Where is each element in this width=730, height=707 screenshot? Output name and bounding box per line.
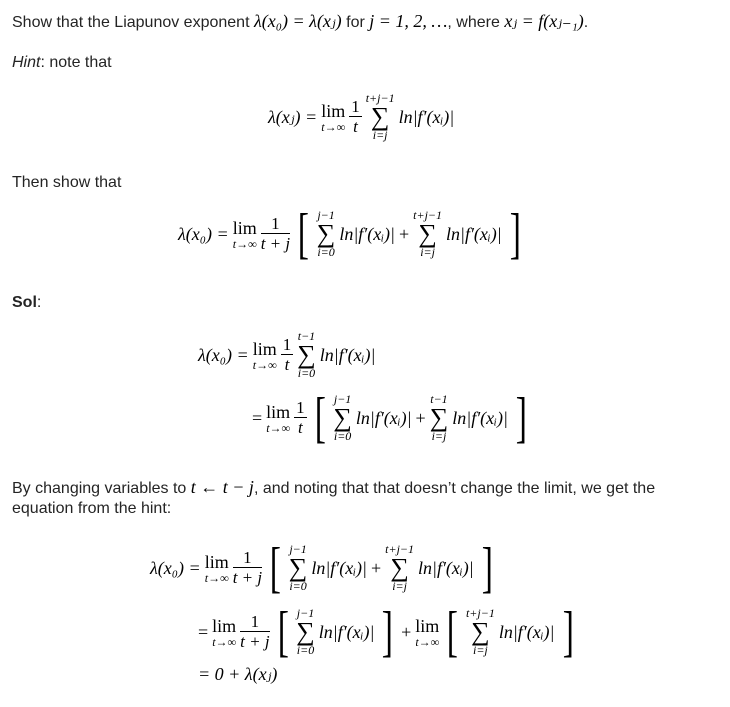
sigma-icon: ∑: [297, 340, 316, 369]
limit: [415, 616, 439, 648]
plus: +: [371, 557, 382, 578]
plus: +: [399, 223, 410, 244]
final-equation-2: [198, 601, 577, 663]
summation: [296, 607, 315, 657]
lim-op: lim: [232, 218, 257, 238]
summation: [466, 607, 495, 657]
left-bracket: [: [314, 387, 326, 449]
lim-op: lim: [204, 552, 229, 572]
lim-sub: t→∞: [232, 237, 257, 251]
change-vars-line-1: [12, 476, 655, 500]
hint-line: [12, 52, 112, 74]
plus: +: [415, 407, 426, 428]
problem-end: .: [583, 14, 589, 31]
plus: +: [401, 621, 412, 642]
frac-num: 1: [233, 549, 262, 568]
hint-text: : note that: [40, 54, 112, 71]
ln-term: ln|f′(xᵢ)|: [355, 407, 412, 428]
lim-sub: t→∞: [415, 635, 440, 649]
sigma-icon: ∑: [418, 219, 437, 248]
sum-upper: j−1: [333, 392, 352, 406]
limit: [212, 616, 236, 648]
lim-op: lim: [266, 402, 291, 422]
sum-lower: i=0: [296, 643, 315, 657]
sigma-icon: ∑: [333, 403, 352, 432]
fraction: [349, 98, 362, 137]
lim-sub: t→∞: [204, 571, 229, 585]
frac-den: t + j: [260, 233, 291, 253]
ln-term: ln|f′(xᵢ)|: [311, 557, 367, 578]
sol-equation-1: [198, 330, 375, 380]
problem-definition: xⱼ = f(xⱼ₋₁): [504, 11, 584, 31]
sum-lower: i=0: [297, 366, 316, 380]
sum-lower: i=j: [420, 245, 435, 259]
frac-den: t + j: [232, 567, 263, 587]
equals: =: [198, 621, 209, 642]
target-equation: [178, 203, 524, 265]
ln-term: ln|f′(xᵢ)|: [398, 106, 455, 127]
lim-op: lim: [321, 101, 346, 121]
summation: [289, 543, 308, 593]
sigma-icon: ∑: [316, 219, 336, 248]
sigma-icon: ∑: [296, 617, 315, 646]
ln-term: ln|f′(xᵢ)|: [452, 407, 508, 428]
ln-term: ln|f′(xᵢ)|: [319, 344, 376, 365]
sum-upper: t−1: [297, 329, 316, 343]
sigma-icon: ∑: [288, 553, 308, 582]
limit: [233, 218, 257, 250]
ln-term: ln|f′(xᵢ)|: [318, 621, 375, 642]
hint-equation: [268, 92, 454, 142]
frac-num: 1: [351, 96, 360, 116]
limit: [253, 339, 277, 371]
frac-num: 1: [240, 613, 269, 632]
lambda-xj: λ(xⱼ) =: [268, 106, 318, 127]
problem-mid: for: [341, 14, 370, 31]
sol-line: [12, 292, 41, 314]
lim-op: lim: [252, 339, 277, 359]
frac-num: 1: [296, 397, 305, 417]
change-vars-line-2: equation from the hint:: [12, 500, 172, 517]
left-bracket: [: [277, 601, 289, 663]
final-equation-1: [150, 537, 496, 599]
left-bracket: [: [447, 601, 459, 663]
final-result: = 0 + λ(xⱼ): [198, 664, 278, 684]
problem-sep: , where: [447, 14, 505, 31]
sum-lower: i=0: [317, 245, 335, 259]
limit: [205, 552, 229, 584]
limit: [321, 101, 345, 133]
lambda-x0: λ(x₀) =: [150, 557, 201, 578]
right-bracket: ]: [509, 203, 521, 265]
ln-term: ln|f′(xᵢ)|: [498, 621, 555, 642]
fraction: [261, 215, 290, 254]
ln-term: ln|f′(xᵢ)|: [446, 223, 502, 244]
sum-upper: j−1: [317, 208, 335, 222]
ln-term: ln|f′(xᵢ)|: [339, 223, 395, 244]
sum-upper: j−1: [289, 542, 307, 556]
summation: [430, 393, 449, 443]
problem-range: j = 1, 2, …: [369, 11, 448, 31]
sigma-icon: ∑: [471, 617, 490, 646]
sum-upper: t+j−1: [413, 208, 443, 222]
right-bracket: ]: [481, 537, 493, 599]
sigma-icon: ∑: [370, 102, 390, 131]
right-bracket: ]: [382, 601, 394, 663]
sum-lower: i=0: [333, 429, 352, 443]
lim-sub: t→∞: [321, 120, 346, 134]
fraction: [233, 549, 262, 588]
left-bracket: [: [269, 537, 282, 599]
sum-lower: i=j: [473, 643, 488, 657]
summation: [297, 330, 316, 380]
sol-equation-2: [252, 387, 531, 449]
sum-upper: t+j−1: [365, 91, 395, 105]
sigma-icon: ∑: [429, 403, 449, 432]
then-line: Then show that: [12, 174, 122, 191]
problem-prefix: Show that the Liapunov exponent: [12, 14, 254, 31]
frac-num: 1: [261, 215, 290, 234]
right-bracket: ]: [562, 601, 574, 663]
summation: [413, 209, 442, 259]
lim-op: lim: [415, 616, 440, 636]
sum-upper: j−1: [296, 606, 315, 620]
summation: [366, 92, 395, 142]
equals: =: [252, 407, 263, 428]
frac-den: t + j: [240, 631, 270, 651]
lim-sub: t→∞: [266, 421, 291, 435]
summation: [385, 543, 414, 593]
fraction: [294, 399, 307, 438]
frac-den: t: [298, 417, 303, 437]
sum-lower: i=j: [372, 128, 388, 142]
summation: [317, 209, 336, 259]
hint-label: Hint: [12, 54, 41, 71]
sol-label: Sol: [12, 294, 37, 311]
frac-num: 1: [282, 334, 292, 354]
sum-upper: t+j−1: [385, 542, 415, 556]
change-text-1: By changing variables to: [12, 480, 191, 497]
lambda-x0: λ(x₀) =: [198, 344, 249, 365]
lim-op: lim: [212, 616, 237, 636]
sum-lower: i=j: [392, 579, 407, 593]
sum-upper: t−1: [430, 392, 448, 406]
limit: [266, 402, 290, 434]
frac-den: t: [284, 354, 290, 374]
sum-lower: i=0: [289, 579, 307, 593]
lim-sub: t→∞: [212, 635, 237, 649]
change-math: t ← t − j: [190, 477, 254, 497]
ln-term: ln|f′(xᵢ)|: [418, 557, 474, 578]
sum-lower: i=j: [431, 429, 447, 443]
summation: [333, 393, 352, 443]
change-text-2: , and noting that that doesn’t change the limit, we get the: [253, 480, 656, 497]
fraction: [281, 336, 294, 375]
sum-upper: t+j−1: [465, 606, 495, 620]
frac-den: t: [353, 116, 358, 136]
problem-statement: [12, 10, 588, 34]
fraction: [240, 613, 269, 652]
problem-equation: λ(x₀) = λ(xⱼ): [253, 11, 342, 31]
right-bracket: ]: [515, 387, 527, 449]
lambda-x0: λ(x₀) =: [178, 223, 229, 244]
sol-colon: :: [36, 294, 42, 311]
left-bracket: [: [297, 203, 310, 265]
sigma-icon: ∑: [390, 553, 409, 582]
lim-sub: t→∞: [252, 358, 277, 372]
